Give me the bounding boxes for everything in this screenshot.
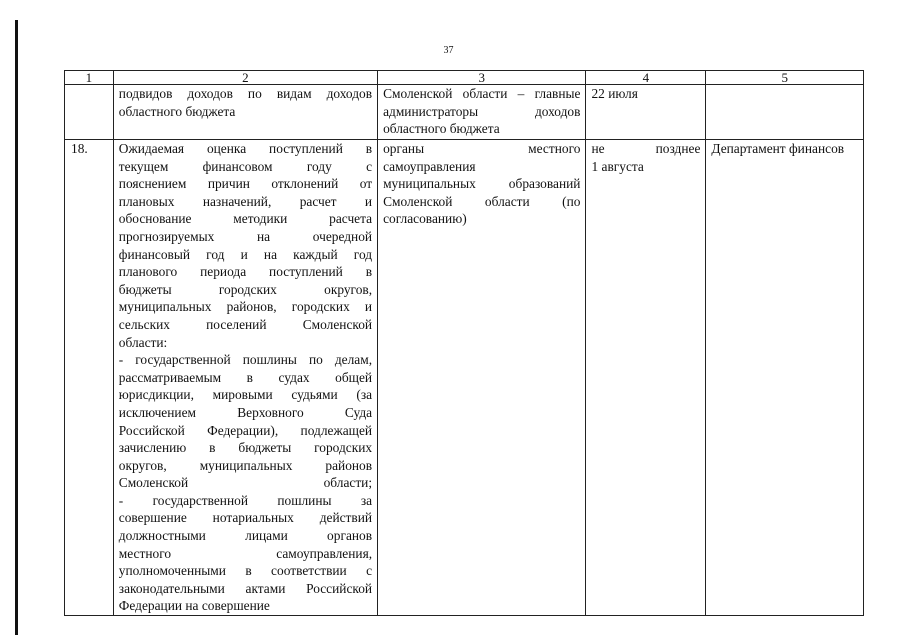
column-header: 5 bbox=[706, 71, 864, 85]
text-line: текущем финансовом году с bbox=[118, 158, 373, 174]
description-cell bbox=[113, 140, 377, 616]
text-line: законодательными актами Российской bbox=[118, 580, 373, 596]
table-header-row bbox=[65, 71, 864, 85]
description-text bbox=[119, 85, 372, 120]
text-line: плановых назначений, расчет и bbox=[118, 193, 373, 209]
column-header: 3 bbox=[378, 71, 586, 85]
recipient-cell: Департамент финансов bbox=[706, 140, 864, 616]
text-line: пояснением причин отклонений от bbox=[118, 176, 373, 192]
text-line: планового периода поступлений в bbox=[118, 264, 373, 280]
row-number-cell bbox=[65, 85, 114, 140]
text-line: финансовый год и на каждый год bbox=[118, 246, 373, 262]
text-line: области: bbox=[118, 334, 168, 350]
text-line: сельских поселений Смоленской bbox=[118, 316, 373, 332]
text-line: Российской Федерации), подлежащей bbox=[118, 422, 373, 438]
page-number: 37 bbox=[443, 45, 454, 56]
description-text bbox=[119, 140, 372, 615]
text-line: областного бюджета bbox=[383, 121, 500, 137]
recipient-cell bbox=[706, 85, 864, 140]
text-line: округов, муниципальных районов bbox=[118, 457, 373, 473]
text-line: самоуправления bbox=[383, 158, 476, 174]
responsible-text bbox=[383, 85, 580, 138]
description-cell bbox=[113, 85, 377, 140]
text-line: прогнозируемых на очередной bbox=[118, 228, 373, 244]
text-line: муниципальных районов, городских и bbox=[118, 299, 373, 315]
table-row bbox=[65, 85, 864, 140]
text-line: органы местного bbox=[383, 141, 581, 156]
text-line: Смоленской области; bbox=[118, 475, 373, 491]
text-line: - государственной пошлины по делам, bbox=[118, 352, 373, 368]
row-number-cell: 18. bbox=[65, 140, 114, 616]
text-line: Смоленской области – главные bbox=[383, 86, 581, 101]
text-line: не позднее bbox=[591, 141, 701, 156]
text-line: местного самоуправления, bbox=[118, 545, 373, 561]
responsible-cell bbox=[378, 85, 586, 140]
document-table bbox=[64, 70, 864, 616]
text-line: совершение нотариальных действий bbox=[118, 510, 373, 526]
text-line: 1 августа bbox=[591, 158, 644, 174]
text-line: администраторы доходов bbox=[383, 103, 581, 119]
deadline-cell: 22 июля bbox=[586, 85, 706, 140]
scan-edge-line bbox=[15, 20, 18, 635]
text-line: Смоленской области (по bbox=[383, 193, 581, 209]
responsible-cell bbox=[378, 140, 586, 616]
text-line: муниципальных образований bbox=[383, 176, 581, 192]
text-line: согласованию) bbox=[383, 211, 467, 227]
column-header: 1 bbox=[65, 71, 114, 85]
text-line: обоснование методики расчета bbox=[118, 211, 373, 227]
text-line: рассматриваемым в судах общей bbox=[118, 369, 373, 385]
text-line: юрисдикции, мировыми судьями (за bbox=[118, 387, 373, 403]
table-row bbox=[65, 140, 864, 616]
text-line: - государственной пошлины за bbox=[118, 492, 373, 508]
text-line: бюджеты городских округов, bbox=[118, 281, 373, 297]
column-header: 2 bbox=[113, 71, 377, 85]
text-line: областного бюджета bbox=[118, 103, 236, 119]
text-line: подвидов доходов по видам доходов bbox=[118, 86, 373, 101]
text-line: должностными лицами органов bbox=[118, 528, 373, 544]
text-line: Ожидаемая оценка поступлений в bbox=[118, 141, 373, 156]
deadline-cell bbox=[586, 140, 706, 616]
text-line: зачислению в бюджеты городских bbox=[118, 440, 373, 456]
column-header: 4 bbox=[586, 71, 706, 85]
deadline-text bbox=[591, 140, 700, 175]
text-line: исключением Верховного Суда bbox=[118, 404, 373, 420]
text-line: Федерации на совершение bbox=[118, 598, 270, 614]
responsible-text bbox=[383, 140, 580, 228]
text-line: уполномоченными в соответствии с bbox=[118, 563, 373, 579]
